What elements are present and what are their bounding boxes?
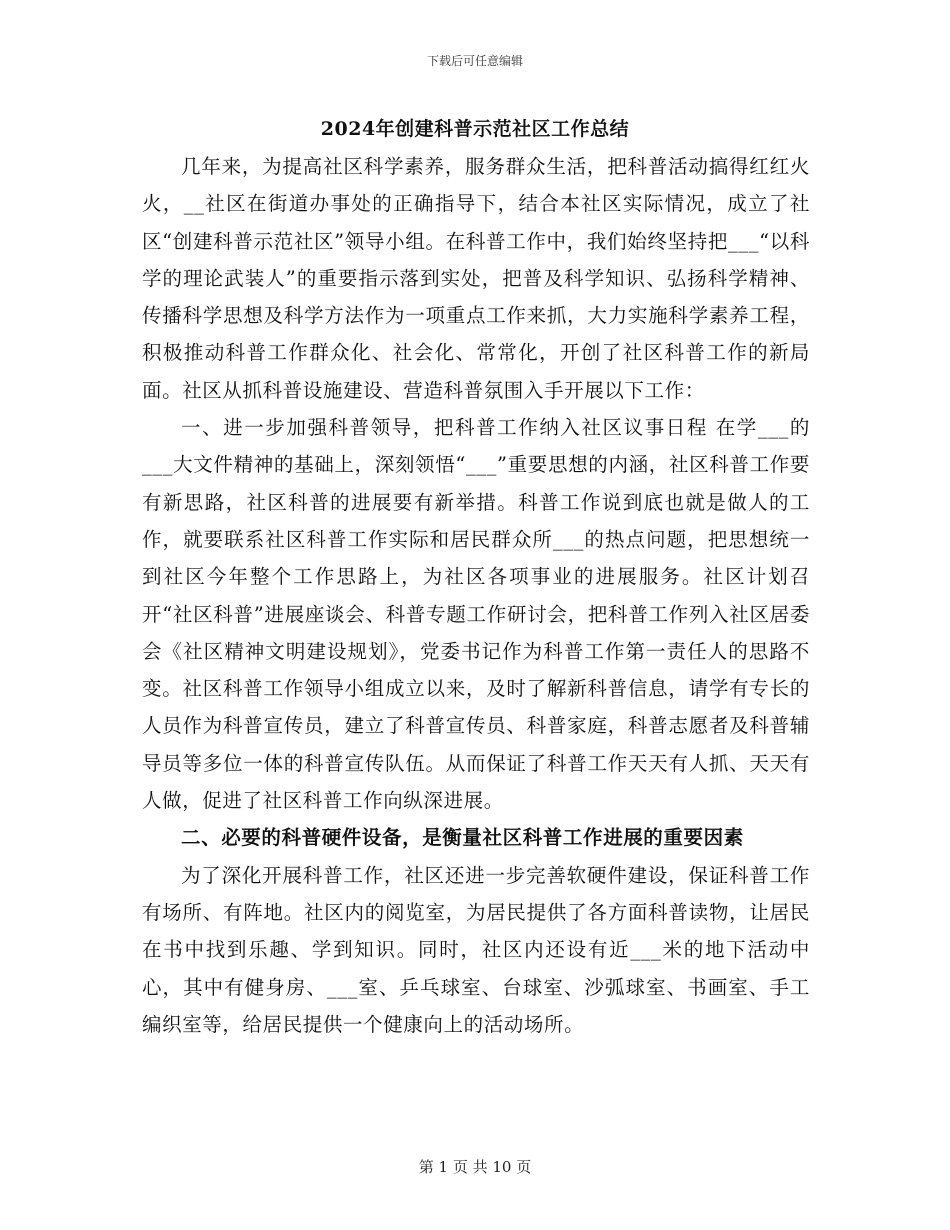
body-paragraph: 几年来，为提高社区科学素养，服务群众生活，把科普活动搞得红红火火，__社区在街道办事处的正确指导下，结合本社区实际情况，成立了社区“创建科普示范社区”领导小组。在科普工作中，我们始终坚持把___“以科学的理论武装人”的重要指示落到实处，把普及科学知识、弘扬科学精神、传播科学思想及科学方法作为一项重点工作来抓，大力实施科学素养工程，积极推动科普工作群众化、社会化、常常化，开创了社区科普工作的新局面。社区从抓科普设施建设、营造科普氛围入手开展以下工作： — [142, 155, 810, 402]
body-paragraph: 为了深化开展科普工作，社区还进一步完善软硬件建设，保证科普工作有场所、有阵地。社区内的阅览室，为居民提供了各方面科普读物，让居民在书中找到乐趣、学到知识。同时，社区内还设有近___米的地下活动中心，其中有健身房、___室、乒乓球室、台球室、沙弧球室、书画室、手工编织室等，给居民提供一个健康向上的活动场所。 — [142, 863, 810, 1036]
document-body — [142, 148, 810, 1043]
page-number: 第 1 页 共 10 页 — [418, 1158, 532, 1176]
header-note: 下载后可任意编辑 — [426, 54, 523, 68]
section-heading: 二、必要的科普硬件设备，是衡量社区科普工作进展的重要因素 — [181, 826, 744, 850]
body-paragraph: 一、进一步加强科普领导，把科普工作纳入社区议事日程 在学___的___大文件精神的基础上，深刻领悟“___”重要思想的内涵，社区科普工作要有新思路，社区科普的进展要有新举措。科普工作说到底也就是做人的工作，就要联系社区科普工作实际和居民群众所___的热点问题，把思想统一到社区今年整个工作思路上，为社区各项事业的进展服务。社区计划召开“社区科普”进展座谈会、科普专题工作研讨会，把科普工作列入社区居委会《社区精神文明建设规划》，党委书记作为科普工作第一责任人的思路不变。社区科普工作领导小组成立以来，及时了解新科普信息，请学有专长的人员作为科普宣传员，建立了科普宣传员、科普家庭，科普志愿者及科普辅导员等多位一体的科普宣传队伍。从而保证了科普工作天天有人抓、天天有人做，促进了社区科普工作向纵深进展。 — [142, 416, 810, 813]
document-title: 2024年创建科普示范社区工作总结 — [320, 118, 630, 140]
